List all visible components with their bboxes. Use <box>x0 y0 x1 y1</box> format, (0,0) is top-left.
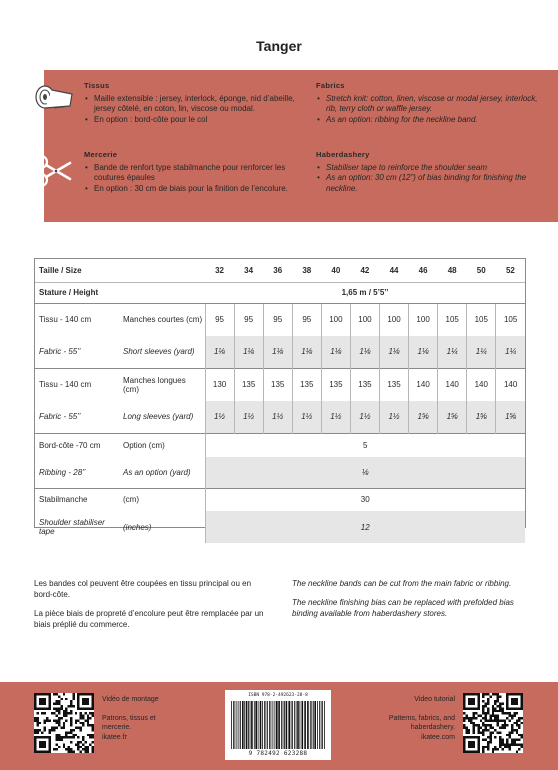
isbn-label: ISBN 978-2-492623-28-8 <box>248 693 308 698</box>
row-sublabel: As an option (yard) <box>123 467 191 477</box>
qr-code-en[interactable] <box>463 693 523 753</box>
table-cell: 1¼ <box>496 336 525 368</box>
row-sublabel: Manches longues (cm) <box>121 368 205 401</box>
tissus-heading: Tissus <box>84 81 110 90</box>
size-header-cell: 34 <box>244 265 254 275</box>
size-header-cell: 52 <box>505 265 515 275</box>
size-header-cell: 42 <box>360 265 370 275</box>
row-sublabel: Manches courtes (cm) <box>121 303 205 336</box>
table-cell: 135 <box>321 368 350 401</box>
table-cell: 140 <box>496 368 525 401</box>
size-header-cell: 50 <box>476 265 486 275</box>
fabrics-item: • As an option: ribbing for the neckline band. <box>316 115 538 126</box>
row-label: Tissu - 140 cm <box>35 368 121 401</box>
shop-links-label-fr: Patrons, tissus et mercerie. <box>102 714 156 731</box>
table-cell: 30 <box>205 488 525 511</box>
row-label: Bord-côte -70 cm <box>35 433 121 457</box>
row-label: Stabilmanche <box>35 488 121 511</box>
row-sublabel: Option (cm) <box>121 433 205 457</box>
stature-value: 1,65 m / 5’5’’ <box>205 282 525 303</box>
table-cell: 1⅛ <box>205 336 234 368</box>
table-cell: 95 <box>205 303 234 336</box>
table-cell: 1⅛ <box>350 336 379 368</box>
size-header-cell: 46 <box>418 265 428 275</box>
size-header-cell: 38 <box>302 265 312 275</box>
row-label: Fabric - 55’’ <box>39 347 81 357</box>
table-cell: 1½ <box>234 401 263 433</box>
fabric-roll-icon <box>34 84 74 119</box>
table-cell: 140 <box>409 368 438 401</box>
note-paragraph: Les bandes col peuvent être coupées en tissu principal ou en bord-côte. <box>34 579 252 599</box>
note-paragraph: La pièce biais de propreté d’encolure peut être remplacée par un biais préplié du commerce. <box>34 609 264 629</box>
tissus-item: • En option : bord-côte pour le col <box>84 115 299 126</box>
table-cell: 1⅝ <box>409 401 438 433</box>
footer-fr-text <box>102 695 212 742</box>
table-cell: 1½ <box>263 401 292 433</box>
fabrics-item: • Stretch knit: cotton, linen, viscose or modal jersey, interlock, rib, terry cloth or waffle jersey. <box>316 94 538 115</box>
row-sublabel: (inches) <box>123 522 152 532</box>
size-header-cell: 40 <box>331 265 341 275</box>
fabrics-heading: Fabrics <box>316 81 345 90</box>
barcode-bars <box>229 701 327 749</box>
table-cell: 135 <box>234 368 263 401</box>
footer-en-text <box>355 695 455 742</box>
table-cell: 135 <box>292 368 321 401</box>
table-cell: 105 <box>467 303 496 336</box>
video-tutorial-label-en: Video tutorial <box>414 696 455 703</box>
mercerie-block <box>84 150 299 194</box>
table-cell: 95 <box>263 303 292 336</box>
table-cell: 95 <box>234 303 263 336</box>
tissus-item: • Maille extensible : jersey, interlock, éponge, nid d’abeille, jersey côtelé, en coton, lin, viscose ou modal. <box>84 94 299 115</box>
table-cell: 1⅝ <box>496 401 525 433</box>
tissus-block <box>84 81 299 125</box>
fabrics-block <box>316 81 538 125</box>
table-cell: 135 <box>263 368 292 401</box>
table-cell: 100 <box>321 303 350 336</box>
row-sublabel: Short sleeves (yard) <box>123 347 195 357</box>
table-cell: 1⅝ <box>467 401 496 433</box>
haberdashery-item: • Stabiliser tape to reinforce the shoulder seam <box>316 163 538 174</box>
table-cell: 1⅛ <box>263 336 292 368</box>
table-cell: 1½ <box>350 401 379 433</box>
table-cell: 1½ <box>379 401 408 433</box>
table-cell: 135 <box>379 368 408 401</box>
table-cell: 1½ <box>321 401 350 433</box>
table-cell: 100 <box>379 303 408 336</box>
table-cell: 1⅛ <box>409 336 438 368</box>
size-table <box>34 258 526 536</box>
table-cell: 1¼ <box>438 336 467 368</box>
mercerie-item: • Bande de renfort type stabilmanche pour renforcer les coutures épaules <box>84 163 299 184</box>
video-tutorial-label-fr: Vidéo de montage <box>102 696 159 703</box>
table-cell: 1⅛ <box>379 336 408 368</box>
barcode-number: 9 782492 623288 <box>248 750 308 757</box>
site-link-fr[interactable]: ikatee.fr <box>102 733 127 741</box>
haberdashery-item: • As an option: 30 cm (12”) of bias binding for finishing the neckline. <box>316 173 538 194</box>
table-cell: 140 <box>467 368 496 401</box>
table-cell: 1½ <box>205 401 234 433</box>
table-cell: 1⅛ <box>234 336 263 368</box>
table-cell: 95 <box>292 303 321 336</box>
notes-fr <box>34 578 270 638</box>
mercerie-item: • En option : 30 cm de biais pour la finition de l’encolure. <box>84 184 299 195</box>
table-cell: 100 <box>409 303 438 336</box>
note-paragraph: The neckline finishing bias can be replaced with prefolded bias binding available from haberdashery stores. <box>292 598 514 618</box>
table-cell: 105 <box>438 303 467 336</box>
size-header-cell: 32 <box>215 265 224 275</box>
row-label: Fabric - 55’’ <box>39 412 81 422</box>
row-label: Shoulder stabiliser tape <box>39 518 105 536</box>
size-header-cell: 36 <box>273 265 283 275</box>
size-header-label: Taille / Size <box>39 265 82 275</box>
table-cell: 135 <box>350 368 379 401</box>
qr-code-fr[interactable] <box>34 693 94 753</box>
table-cell: 1¼ <box>467 336 496 368</box>
table-cell: 1½ <box>292 401 321 433</box>
table-cell: 105 <box>496 303 525 336</box>
shop-links-label-en: Patterns, fabrics, and haberdashery. <box>388 714 455 731</box>
table-cell: 100 <box>350 303 379 336</box>
table-cell: ⅛ <box>205 457 525 488</box>
table-cell: 1⅛ <box>321 336 350 368</box>
size-header-cell: 48 <box>447 265 457 275</box>
barcode <box>225 690 331 760</box>
supplies-band <box>44 70 558 222</box>
table-cell: 12 <box>205 511 525 543</box>
haberdashery-block <box>316 150 538 194</box>
scissors-icon <box>32 154 72 193</box>
page-title: Tanger <box>256 38 302 54</box>
table-cell: 1⅝ <box>438 401 467 433</box>
size-header-cell: 44 <box>389 265 399 275</box>
stature-label: Stature / Height <box>35 282 205 303</box>
mercerie-heading: Mercerie <box>84 150 118 159</box>
site-link-en[interactable]: ikatee.com <box>421 733 455 741</box>
table-cell: 1⅛ <box>292 336 321 368</box>
row-sublabel: Long sleeves (yard) <box>123 412 194 422</box>
haberdashery-heading: Haberdashery <box>316 150 370 159</box>
table-cell: 130 <box>205 368 234 401</box>
table-cell: 5 <box>205 433 525 457</box>
row-label: Ribbing - 28’’ <box>39 467 86 477</box>
notes-en <box>292 578 528 627</box>
note-paragraph: The neckline bands can be cut from the main fabric or ribbing. <box>292 579 512 588</box>
row-label: Tissu - 140 cm <box>35 303 121 336</box>
table-cell: 140 <box>438 368 467 401</box>
row-sublabel: (cm) <box>121 488 205 511</box>
